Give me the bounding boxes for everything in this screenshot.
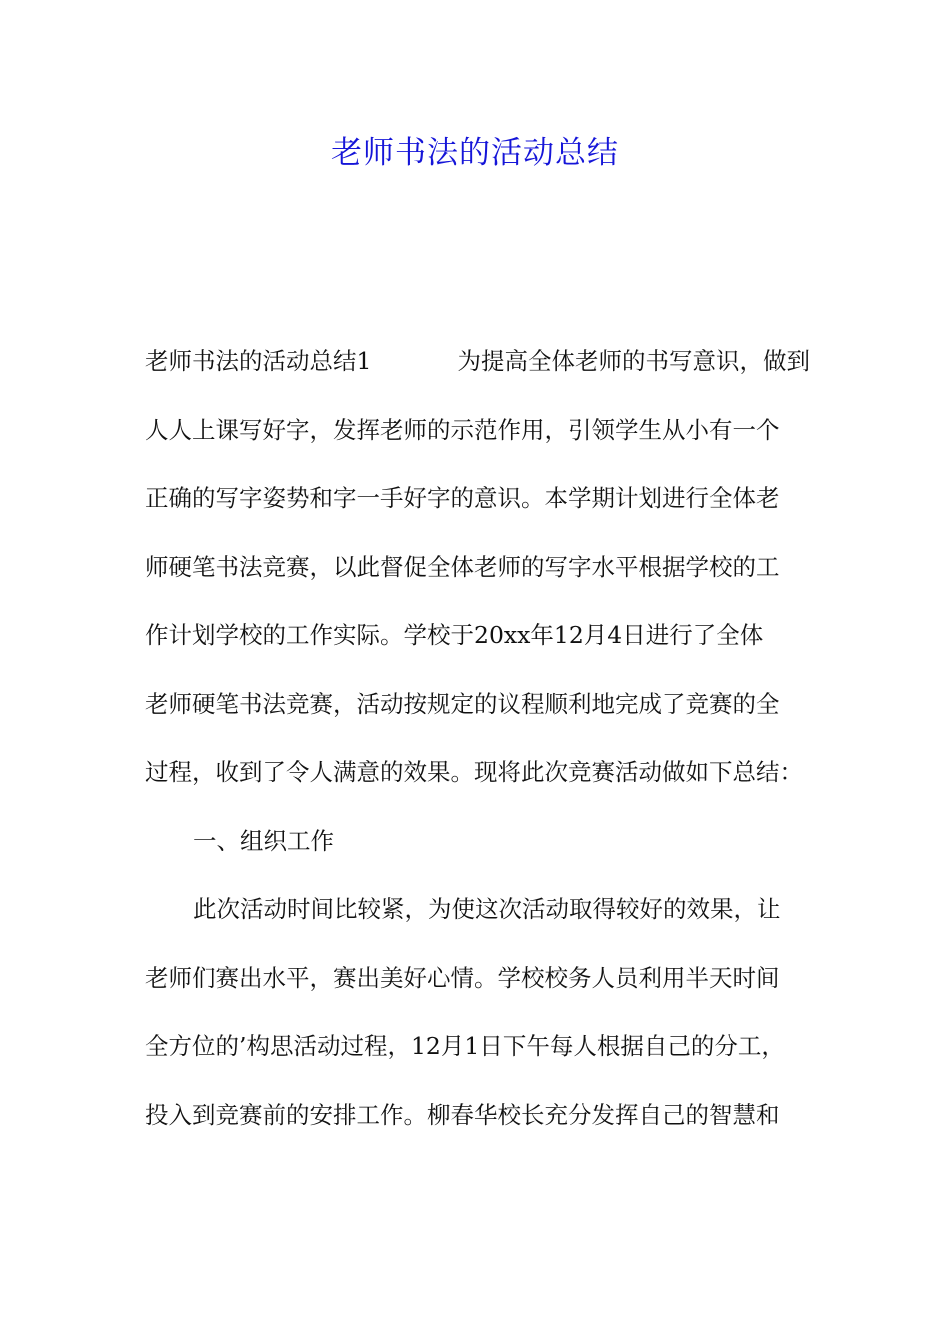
text-line-9 bbox=[145, 885, 810, 954]
paragraph-start: 为提高全体老师的书写意识，做到 bbox=[457, 347, 810, 375]
text-line-3 bbox=[145, 474, 810, 543]
section-heading-text: 一、组织工作 bbox=[193, 826, 334, 855]
text-line-1 bbox=[145, 337, 810, 406]
document-title: 老师书法的活动总结 bbox=[331, 135, 619, 171]
text-line-content: 过程，收到了令人满意的效果。现将此次竞赛活动做如下总结： bbox=[145, 758, 803, 786]
text-line-5 bbox=[145, 611, 810, 680]
text-line-content: 人人上课写好字，发挥老师的示范作用，引领学生从小有一个 bbox=[145, 415, 780, 444]
text-line-2 bbox=[145, 406, 810, 475]
section-heading-inline: 老师书法的活动总结1 bbox=[145, 347, 372, 375]
section-heading bbox=[145, 817, 810, 886]
text-line-content: 全方位的’构思活动过程，12月1日下午每人根据自己的分工， bbox=[145, 1032, 785, 1060]
text-line-4 bbox=[145, 543, 810, 612]
text-line-content: 作计划学校的工作实际。学校于20xx年12月4日进行了全体 bbox=[145, 621, 764, 649]
text-line-10 bbox=[145, 954, 810, 1023]
text-line-content: 师硬笔书法竞赛，以此督促全体老师的写字水平根据学校的工 bbox=[145, 552, 780, 581]
text-line-content: 此次活动时间比较紧，为使这次活动取得较好的效果，让 bbox=[193, 895, 781, 923]
text-line-content: 老师硬笔书法竞赛，活动按规定的议程顺利地完成了竞赛的全 bbox=[145, 689, 780, 718]
text-line-content: 投入到竞赛前的安排工作。柳春华校长充分发挥自己的智慧和 bbox=[145, 1100, 780, 1129]
text-line-content: 正确的写字姿势和字一手好字的意识。本学期计划进行全体老 bbox=[145, 484, 780, 512]
text-line-12 bbox=[145, 1091, 810, 1160]
text-line-11 bbox=[145, 1022, 810, 1091]
text-line-7 bbox=[145, 748, 810, 817]
document-body bbox=[145, 337, 810, 1159]
text-line-6 bbox=[145, 680, 810, 749]
text-line-content: 老师们赛出水平，赛出美好心情。学校校务人员利用半天时间 bbox=[145, 963, 780, 992]
